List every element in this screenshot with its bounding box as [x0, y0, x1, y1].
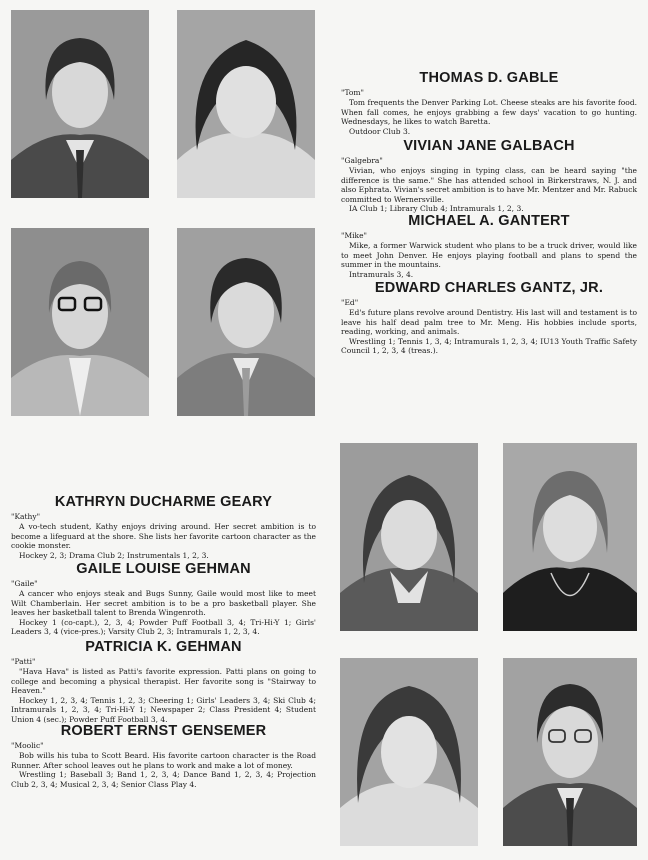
portrait-michael-gantert [11, 228, 149, 416]
student-bio: A cancer who enjoys steak and Bugs Sunny, Gaile would most like to meet Wilt Chamberlain. Her secret ambition is to be a pro basketball player. She leaves her basketball talent to Brenda Wingenroth. [11, 589, 316, 618]
student-nickname: "Galgebra" [341, 156, 383, 165]
entry-robert-gensemer [11, 723, 316, 789]
student-nickname: "Moolic" [11, 741, 44, 750]
student-name: ROBERT ERNST GENSEMER [60, 723, 267, 739]
student-bio: A vo-tech student, Kathy enjoys driving around. Her secret ambition is to become a lifeguard at the shore. She lists her favorite cartoon character as the cookie monster. [11, 522, 316, 551]
portrait-gaile-gehman [503, 443, 637, 631]
entry-gaile-gehman [11, 561, 316, 637]
student-nickname: "Ed" [341, 298, 359, 307]
entry-michael-gantert [341, 213, 637, 279]
student-name: GAILE LOUISE GEHMAN [76, 561, 251, 577]
entry-patricia-gehman [11, 639, 316, 725]
student-activities: Outdoor Club 3. [349, 126, 411, 136]
portrait-kathryn-geary [340, 443, 478, 631]
entry-kathryn-geary [11, 494, 316, 560]
student-name: MICHAEL A. GANTERT [408, 213, 570, 229]
student-name: EDWARD CHARLES GANTZ, JR. [374, 280, 604, 296]
entry-thomas-gable [341, 70, 637, 136]
student-bio: Ed's future plans revolve around Dentistry. His last will and testament is to leave his half dead palm tree to Mr. Meng. His hobbies include sports, reading, working, and animals. [341, 308, 637, 337]
student-name: KATHRYN DUCHARME GEARY [54, 494, 273, 510]
student-bio: "Hava Hava" is listed as Patti's favorite expression. Patti plans on going to college and becoming a physical therapist. Her favorite song is "Stairway to Heaven." [11, 667, 316, 696]
student-name: THOMAS D. GABLE [419, 70, 559, 86]
student-bio: Vivian, who enjoys singing in typing class, can be heard saying "the difference is the same." She has attended school in Birkerstraws, N. J. and also Ephrata. Vivian's secret ambition is to have Mr. Mentzer and Mr. Rabuck committed to Wernersville. [341, 166, 637, 204]
student-nickname: "Mike" [341, 231, 367, 240]
entry-vivian-galbach [341, 138, 637, 214]
student-activities: Intramurals 3, 4. [349, 269, 414, 279]
student-activities: Wrestling 1; Baseball 3; Band 1, 2, 3, 4; Dance Band 1, 2, 3, 4; Projection Club 2, 3, 4; Musical 2, 3, 4; Senior Class Play 4. [11, 770, 316, 789]
portrait-patricia-gehman [340, 658, 478, 846]
student-activities: Hockey 2, 3; Drama Club 2; Instrumentals 1, 2, 3. [19, 550, 209, 560]
student-activities: Hockey 1 (co-capt.), 2, 3, 4; Powder Puff Football 3, 4; Tri-Hi-Y 1; Girls' Leaders 3, 4 (vice-pres.); Varsity Club 2, 3; Intramurals 1, 2, 3, 4. [11, 617, 316, 637]
portrait-robert-gensemer [503, 658, 637, 846]
student-activities: IA Club 1; Library Club 4; Intramurals 1, 2, 3. [349, 204, 524, 214]
student-name: PATRICIA K. GEHMAN [85, 639, 242, 655]
student-nickname: "Patti" [11, 657, 36, 666]
student-nickname: "Tom" [341, 88, 364, 97]
student-bio: Mike, a former Warwick student who plans to be a truck driver, would like to meet John Denver. He enjoys playing football and plans to spend the summer in the mountains. [341, 241, 637, 270]
student-activities: Wrestling 1; Tennis 1, 3, 4; Intramurals 1, 2, 3, 4; IU13 Youth Traffic Safety Council 1, 2, 3, 4 (treas.). [341, 336, 637, 356]
portrait-vivian-galbach [177, 10, 315, 198]
student-nickname: "Gaile" [11, 579, 38, 588]
student-bio: Bob wills his tuba to Scott Beard. His favorite cartoon character is the Road Runner. After school leaves out he plans to work and make a lot of money. [11, 751, 316, 770]
portrait-edward-gantz [177, 228, 315, 416]
student-name: VIVIAN JANE GALBACH [403, 138, 575, 154]
student-activities: Hockey 1, 2, 3, 4; Tennis 1, 2, 3; Cheering 1; Girls' Leaders 3, 4; Ski Club 4; Intramurals 1, 2, 3, 4; Tri-Hi-Y 1; Newspaper 2; Class President 4; Student Union 4 (sec.); Powder Puff Football 3, 4. [11, 695, 316, 724]
student-nickname: "Kathy" [11, 512, 41, 521]
student-bio: Tom frequents the Denver Parking Lot. Cheese steaks are his favorite food. When fall comes, he enjoys grabbing a few days' vacation to go hunting. Wednesdays, he likes to watch Baretta. [341, 98, 637, 127]
entry-edward-gantz [341, 280, 637, 356]
portrait-thomas-gable [11, 10, 149, 198]
